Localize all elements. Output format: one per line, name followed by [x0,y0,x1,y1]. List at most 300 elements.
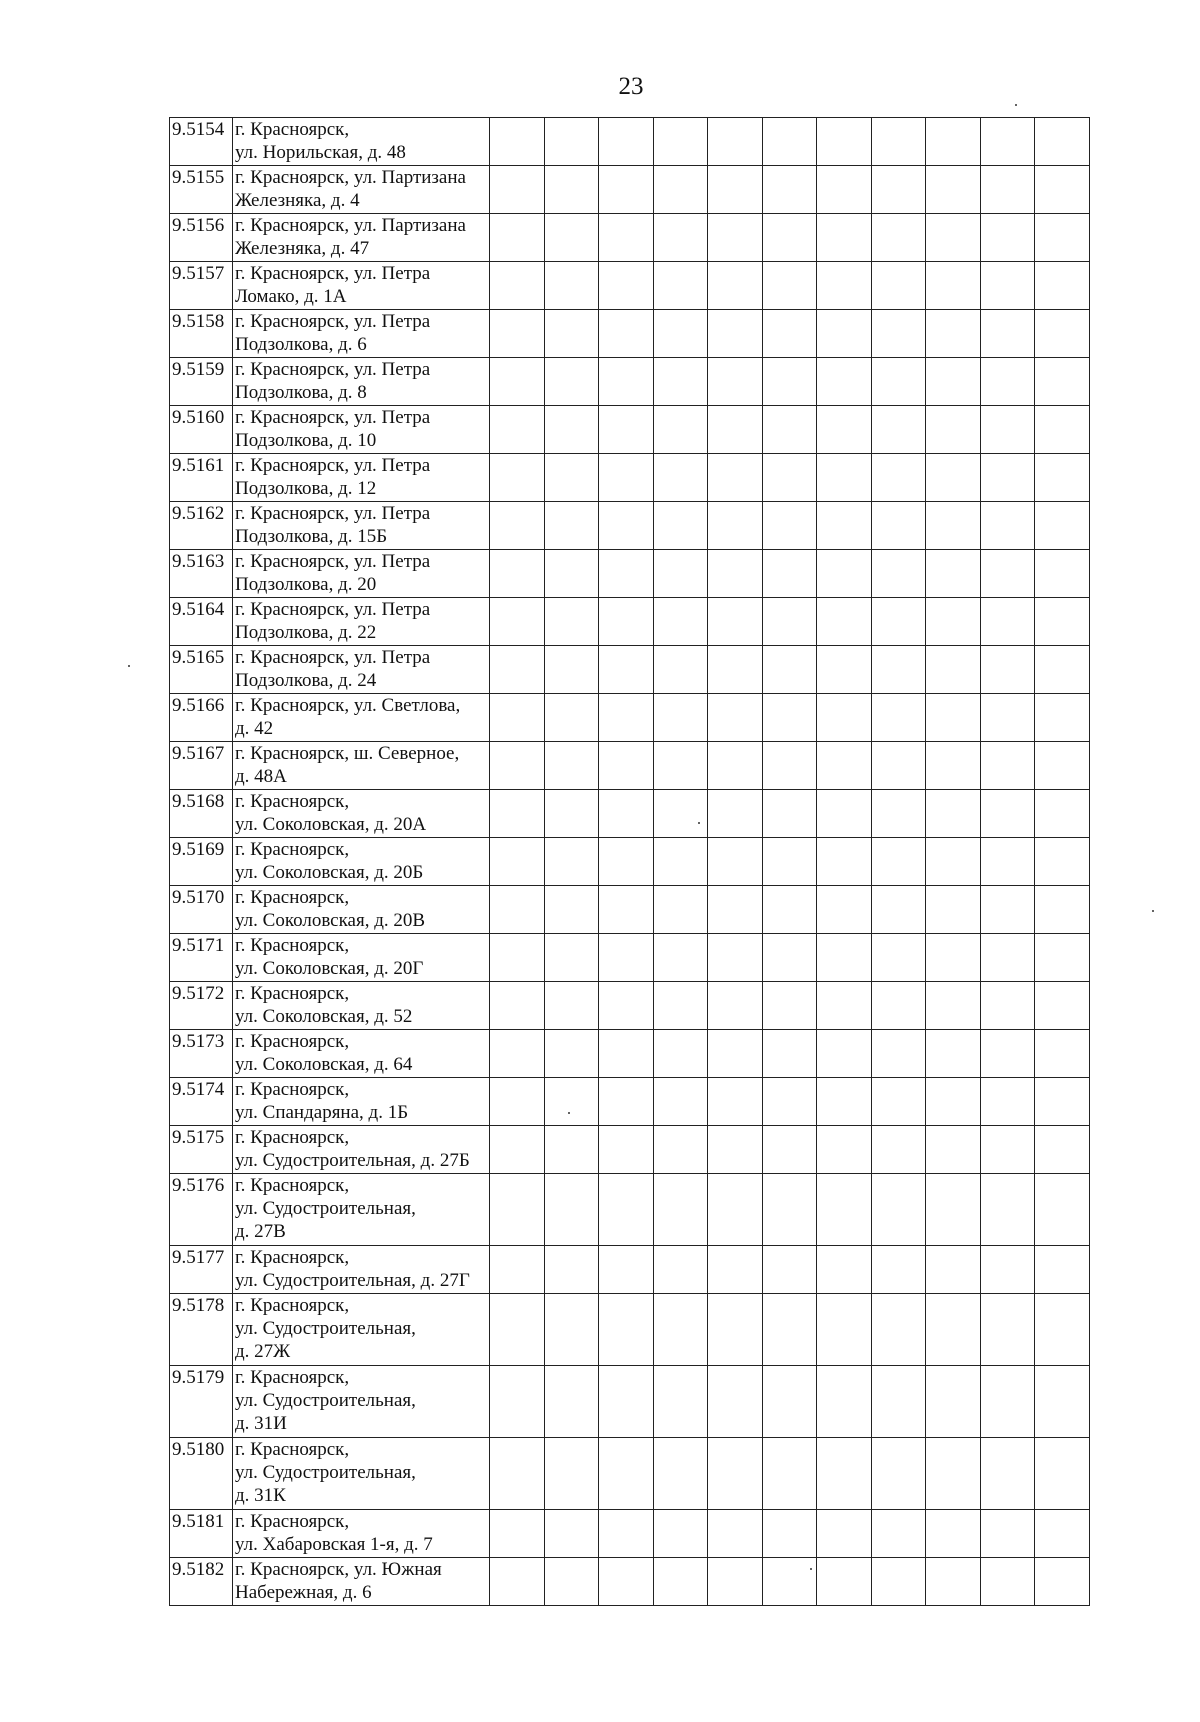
table-row [170,550,1090,598]
empty-cell [1035,742,1090,790]
empty-cell [871,1366,926,1438]
row-code: 9.5176 [170,1174,233,1246]
empty-cell [980,550,1035,598]
empty-cell [544,166,599,214]
empty-cell [599,886,654,934]
table-row [170,358,1090,406]
empty-cell [599,982,654,1030]
empty-cell [653,982,708,1030]
row-address: г. Красноярск, ул. Судостроительная, д. 31И [233,1366,490,1438]
row-code: 9.5178 [170,1294,233,1366]
empty-cell [544,262,599,310]
empty-cell [871,838,926,886]
row-code: 9.5160 [170,406,233,454]
empty-cell [599,1366,654,1438]
empty-cell [544,1438,599,1510]
row-address: г. Красноярск, ул. Петра Подзолкова, д. 10 [233,406,490,454]
empty-cell [817,1246,872,1294]
empty-cell [599,118,654,166]
empty-cell [490,742,545,790]
empty-cell [599,1078,654,1126]
empty-cell [817,1294,872,1366]
empty-cell [980,454,1035,502]
empty-cell [708,1126,763,1174]
empty-cell [544,310,599,358]
empty-cell [1035,1294,1090,1366]
empty-cell [708,550,763,598]
empty-cell [871,694,926,742]
empty-cell [871,454,926,502]
empty-cell [762,1030,817,1078]
empty-cell [708,1246,763,1294]
empty-cell [926,742,981,790]
empty-cell [544,982,599,1030]
row-address: г. Красноярск, ул. Соколовская, д. 64 [233,1030,490,1078]
empty-cell [708,1030,763,1078]
empty-cell [599,550,654,598]
empty-cell [980,214,1035,262]
empty-cell [653,598,708,646]
row-code: 9.5155 [170,166,233,214]
empty-cell [490,598,545,646]
empty-cell [926,1366,981,1438]
empty-cell [708,166,763,214]
empty-cell [871,1294,926,1366]
table-row [170,838,1090,886]
empty-cell [599,262,654,310]
empty-cell [980,1174,1035,1246]
empty-cell [762,118,817,166]
empty-cell [817,502,872,550]
empty-cell [817,1510,872,1558]
empty-cell [653,1030,708,1078]
empty-cell [1035,1246,1090,1294]
scan-speck [568,1112,570,1114]
empty-cell [490,1174,545,1246]
table-row [170,1558,1090,1606]
empty-cell [653,1510,708,1558]
empty-cell [599,1030,654,1078]
row-address: г. Красноярск, ул. Петра Подзолкова, д. 8 [233,358,490,406]
empty-cell [762,694,817,742]
empty-cell [544,1078,599,1126]
row-address: г. Красноярск, ул. Соколовская, д. 20Г [233,934,490,982]
table-row [170,646,1090,694]
empty-cell [653,406,708,454]
empty-cell [980,1078,1035,1126]
empty-cell [817,310,872,358]
empty-cell [817,262,872,310]
empty-cell [544,1246,599,1294]
empty-cell [708,214,763,262]
empty-cell [762,790,817,838]
row-code: 9.5171 [170,934,233,982]
empty-cell [490,886,545,934]
empty-cell [980,838,1035,886]
empty-cell [599,790,654,838]
empty-cell [653,886,708,934]
empty-cell [708,742,763,790]
empty-cell [708,1078,763,1126]
empty-cell [1035,886,1090,934]
empty-cell [708,598,763,646]
row-address: г. Красноярск, ул. Петра Подзолкова, д. 12 [233,454,490,502]
scan-speck [810,1568,812,1570]
empty-cell [926,598,981,646]
empty-cell [653,1126,708,1174]
empty-cell [599,166,654,214]
empty-cell [871,358,926,406]
row-code: 9.5169 [170,838,233,886]
row-address: г. Красноярск, ул. Петра Подзолкова, д. 24 [233,646,490,694]
table-row [170,454,1090,502]
empty-cell [980,886,1035,934]
empty-cell [817,694,872,742]
empty-cell [762,1558,817,1606]
scan-speck [128,665,130,667]
empty-cell [871,598,926,646]
row-code: 9.5162 [170,502,233,550]
row-code: 9.5179 [170,1366,233,1438]
empty-cell [980,982,1035,1030]
empty-cell [817,598,872,646]
empty-cell [544,1366,599,1438]
table-row [170,166,1090,214]
empty-cell [871,118,926,166]
empty-cell [817,1366,872,1438]
empty-cell [599,934,654,982]
empty-cell [1035,1126,1090,1174]
empty-cell [817,166,872,214]
empty-cell [653,838,708,886]
empty-cell [490,1366,545,1438]
table-row [170,1030,1090,1078]
empty-cell [599,1294,654,1366]
table-row [170,1126,1090,1174]
row-code: 9.5161 [170,454,233,502]
empty-cell [1035,1030,1090,1078]
row-address: г. Красноярск, ул. Южная Набережная, д. 6 [233,1558,490,1606]
empty-cell [490,1078,545,1126]
empty-cell [871,1078,926,1126]
empty-cell [980,646,1035,694]
empty-cell [708,886,763,934]
empty-cell [490,358,545,406]
empty-cell [544,1510,599,1558]
empty-cell [708,790,763,838]
empty-cell [544,694,599,742]
empty-cell [708,1366,763,1438]
empty-cell [762,838,817,886]
empty-cell [653,1078,708,1126]
empty-cell [653,1558,708,1606]
row-code: 9.5165 [170,646,233,694]
empty-cell [926,1558,981,1606]
empty-cell [490,166,545,214]
empty-cell [544,646,599,694]
empty-cell [762,262,817,310]
empty-cell [980,1438,1035,1510]
empty-cell [817,118,872,166]
empty-cell [708,406,763,454]
table-row [170,1366,1090,1438]
row-address: г. Красноярск, ул. Светлова, д. 42 [233,694,490,742]
address-registry-table [169,117,1090,1606]
empty-cell [926,790,981,838]
empty-cell [490,310,545,358]
empty-cell [926,358,981,406]
empty-cell [708,1294,763,1366]
empty-cell [490,934,545,982]
table-row [170,1438,1090,1510]
empty-cell [817,1438,872,1510]
empty-cell [653,214,708,262]
empty-cell [871,310,926,358]
empty-cell [599,502,654,550]
row-address: г. Красноярск, ул. Соколовская, д. 52 [233,982,490,1030]
row-address: г. Красноярск, ул. Судостроительная, д. 31К [233,1438,490,1510]
empty-cell [871,502,926,550]
empty-cell [653,454,708,502]
row-code: 9.5167 [170,742,233,790]
empty-cell [490,1510,545,1558]
empty-cell [544,454,599,502]
row-code: 9.5175 [170,1126,233,1174]
empty-cell [1035,838,1090,886]
empty-cell [490,262,545,310]
empty-cell [653,742,708,790]
empty-cell [490,406,545,454]
empty-cell [599,694,654,742]
empty-cell [980,118,1035,166]
empty-cell [708,1174,763,1246]
empty-cell [980,262,1035,310]
empty-cell [1035,214,1090,262]
row-address: г. Красноярск, ул. Соколовская, д. 20А [233,790,490,838]
empty-cell [599,598,654,646]
empty-cell [926,550,981,598]
empty-cell [926,1030,981,1078]
table-row [170,214,1090,262]
empty-cell [544,1126,599,1174]
empty-cell [871,1126,926,1174]
empty-cell [490,118,545,166]
empty-cell [926,502,981,550]
empty-cell [871,550,926,598]
empty-cell [1035,1558,1090,1606]
empty-cell [599,358,654,406]
table-row [170,502,1090,550]
table-row [170,1078,1090,1126]
empty-cell [926,1510,981,1558]
empty-cell [1035,1078,1090,1126]
empty-cell [980,1510,1035,1558]
empty-cell [926,1078,981,1126]
empty-cell [980,1030,1035,1078]
empty-cell [762,886,817,934]
empty-cell [1035,790,1090,838]
empty-cell [544,742,599,790]
empty-cell [653,550,708,598]
empty-cell [653,1174,708,1246]
empty-cell [871,1174,926,1246]
empty-cell [544,598,599,646]
scan-speck [698,822,700,824]
empty-cell [1035,1438,1090,1510]
empty-cell [544,550,599,598]
empty-cell [653,1366,708,1438]
empty-cell [817,1558,872,1606]
empty-cell [817,838,872,886]
empty-cell [653,1294,708,1366]
row-address: г. Красноярск, ул. Судостроительная, д. 27Г [233,1246,490,1294]
empty-cell [1035,502,1090,550]
row-address: г. Красноярск, ул. Соколовская, д. 20Б [233,838,490,886]
row-address: г. Красноярск, ул. Судостроительная, д. 27Б [233,1126,490,1174]
empty-cell [817,1078,872,1126]
empty-cell [653,934,708,982]
row-code: 9.5182 [170,1558,233,1606]
empty-cell [871,1558,926,1606]
empty-cell [708,982,763,1030]
empty-cell [817,358,872,406]
empty-cell [871,934,926,982]
empty-cell [653,790,708,838]
empty-cell [762,598,817,646]
empty-cell [708,646,763,694]
empty-cell [980,502,1035,550]
row-code: 9.5163 [170,550,233,598]
empty-cell [871,214,926,262]
empty-cell [599,646,654,694]
empty-cell [1035,1510,1090,1558]
table-row [170,118,1090,166]
empty-cell [926,310,981,358]
empty-cell [762,166,817,214]
empty-cell [871,262,926,310]
empty-cell [599,1174,654,1246]
table-row [170,310,1090,358]
row-address: г. Красноярск, ул. Партизана Железняка, д. 4 [233,166,490,214]
empty-cell [708,1510,763,1558]
row-code: 9.5154 [170,118,233,166]
empty-cell [871,982,926,1030]
empty-cell [762,1174,817,1246]
empty-cell [762,1510,817,1558]
empty-cell [544,214,599,262]
empty-cell [708,838,763,886]
empty-cell [926,934,981,982]
row-code: 9.5166 [170,694,233,742]
empty-cell [871,1438,926,1510]
empty-cell [1035,550,1090,598]
row-code: 9.5156 [170,214,233,262]
empty-cell [1035,934,1090,982]
empty-cell [980,166,1035,214]
empty-cell [599,1510,654,1558]
empty-cell [980,310,1035,358]
empty-cell [980,598,1035,646]
row-code: 9.5173 [170,1030,233,1078]
empty-cell [871,1510,926,1558]
scan-speck [1152,910,1154,912]
empty-cell [980,934,1035,982]
empty-cell [490,838,545,886]
empty-cell [1035,646,1090,694]
row-address: г. Красноярск, ул. Петра Ломако, д. 1А [233,262,490,310]
empty-cell [926,454,981,502]
empty-cell [817,886,872,934]
table-row [170,1174,1090,1246]
empty-cell [708,118,763,166]
empty-cell [980,1558,1035,1606]
row-address: г. Красноярск, ул. Судостроительная, д. 27В [233,1174,490,1246]
row-address: г. Красноярск, ул. Петра Подзолкова, д. 22 [233,598,490,646]
empty-cell [762,1294,817,1366]
empty-cell [490,214,545,262]
empty-cell [708,1438,763,1510]
row-code: 9.5168 [170,790,233,838]
page-number: 23 [618,73,644,100]
empty-cell [817,406,872,454]
empty-cell [490,1246,545,1294]
empty-cell [599,1126,654,1174]
empty-cell [708,934,763,982]
empty-cell [544,118,599,166]
empty-cell [817,742,872,790]
row-code: 9.5170 [170,886,233,934]
empty-cell [490,646,545,694]
empty-cell [762,1366,817,1438]
empty-cell [980,694,1035,742]
empty-cell [871,742,926,790]
empty-cell [817,1174,872,1246]
empty-cell [817,790,872,838]
empty-cell [762,358,817,406]
table-row [170,934,1090,982]
empty-cell [762,982,817,1030]
empty-cell [1035,982,1090,1030]
empty-cell [817,1126,872,1174]
empty-cell [817,550,872,598]
row-address: г. Красноярск, ул. Петра Подзолкова, д. 20 [233,550,490,598]
empty-cell [762,454,817,502]
row-code: 9.5164 [170,598,233,646]
empty-cell [817,454,872,502]
table-row [170,742,1090,790]
empty-cell [599,1558,654,1606]
scan-speck [1015,104,1017,106]
empty-cell [1035,358,1090,406]
table-row [170,1510,1090,1558]
empty-cell [762,550,817,598]
empty-cell [926,646,981,694]
empty-cell [544,790,599,838]
empty-cell [708,1558,763,1606]
empty-cell [544,1558,599,1606]
empty-cell [926,982,981,1030]
empty-cell [871,790,926,838]
empty-cell [1035,598,1090,646]
empty-cell [926,1246,981,1294]
empty-cell [817,1030,872,1078]
empty-cell [599,406,654,454]
empty-cell [1035,454,1090,502]
empty-cell [926,166,981,214]
empty-cell [544,934,599,982]
row-address: г. Красноярск, ул. Норильская, д. 48 [233,118,490,166]
empty-cell [926,1126,981,1174]
